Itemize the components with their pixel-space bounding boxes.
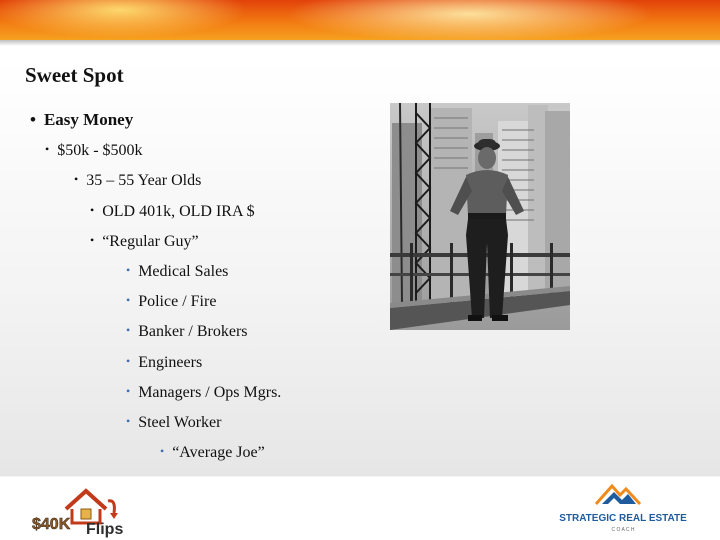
slide-title: Sweet Spot <box>25 63 124 87</box>
logo-strategic-text: STRATEGIC REAL ESTATE <box>559 513 687 524</box>
bullet-dot: • <box>30 110 36 129</box>
bullet-text: Engineers <box>138 354 203 371</box>
bullet-text: 35 – 55 Year Olds <box>86 172 202 189</box>
bullet-average-joe <box>160 444 265 462</box>
bullet-text: Steel Worker <box>138 414 222 431</box>
bullet-police-fire <box>126 293 216 311</box>
bullet-engineers <box>126 354 202 372</box>
bullet-text: “Regular Guy” <box>102 233 199 250</box>
logo-40k-flips <box>28 479 138 539</box>
bullet-managers <box>126 384 281 402</box>
header-shadow <box>0 40 720 46</box>
bullet-dot: • <box>90 203 95 217</box>
footer-bar <box>0 477 720 540</box>
steel-worker-photo-illustration <box>390 103 570 330</box>
bullet-dot: • <box>126 293 131 307</box>
bullet-dot: • <box>126 354 131 368</box>
bullet-regular-guy <box>90 233 199 251</box>
steel-worker-photo <box>390 103 570 330</box>
bullet-dot: • <box>74 172 79 186</box>
bullet-text: Banker / Brokers <box>138 323 248 340</box>
bullet-text: $50k - $500k <box>57 142 143 159</box>
bullet-dot: • <box>160 444 165 458</box>
bullet-medical-sales <box>126 263 228 281</box>
bullet-income-range <box>45 142 143 160</box>
bullet-steel-worker <box>126 414 221 432</box>
bullet-old-401k <box>90 203 255 221</box>
bullet-dot: • <box>126 263 131 277</box>
bullet-text: Easy Money <box>43 110 134 129</box>
bullet-dot: • <box>126 323 131 337</box>
logo-flips-text: Flips <box>86 521 124 538</box>
bullet-text: Managers / Ops Mgrs. <box>138 384 282 401</box>
bullet-banker-brokers <box>126 323 248 341</box>
bullet-easy-money <box>30 110 133 130</box>
bullet-text: Medical Sales <box>138 263 229 280</box>
logo-40k-text: $40K <box>32 516 71 533</box>
bullet-dot: • <box>45 142 50 156</box>
bullet-text: OLD 401k, OLD IRA $ <box>102 203 255 220</box>
bullet-dot: • <box>126 414 131 428</box>
header-banner <box>0 0 720 40</box>
logo-strategic-real-estate-coach <box>559 480 687 535</box>
bullet-dot: • <box>126 384 131 398</box>
bullet-text: “Average Joe” <box>172 444 265 461</box>
logo-coach-text: C O A C H <box>611 527 635 533</box>
bullet-dot: • <box>90 233 95 247</box>
bullet-text: Police / Fire <box>138 293 217 310</box>
bullet-age-range <box>74 172 201 190</box>
